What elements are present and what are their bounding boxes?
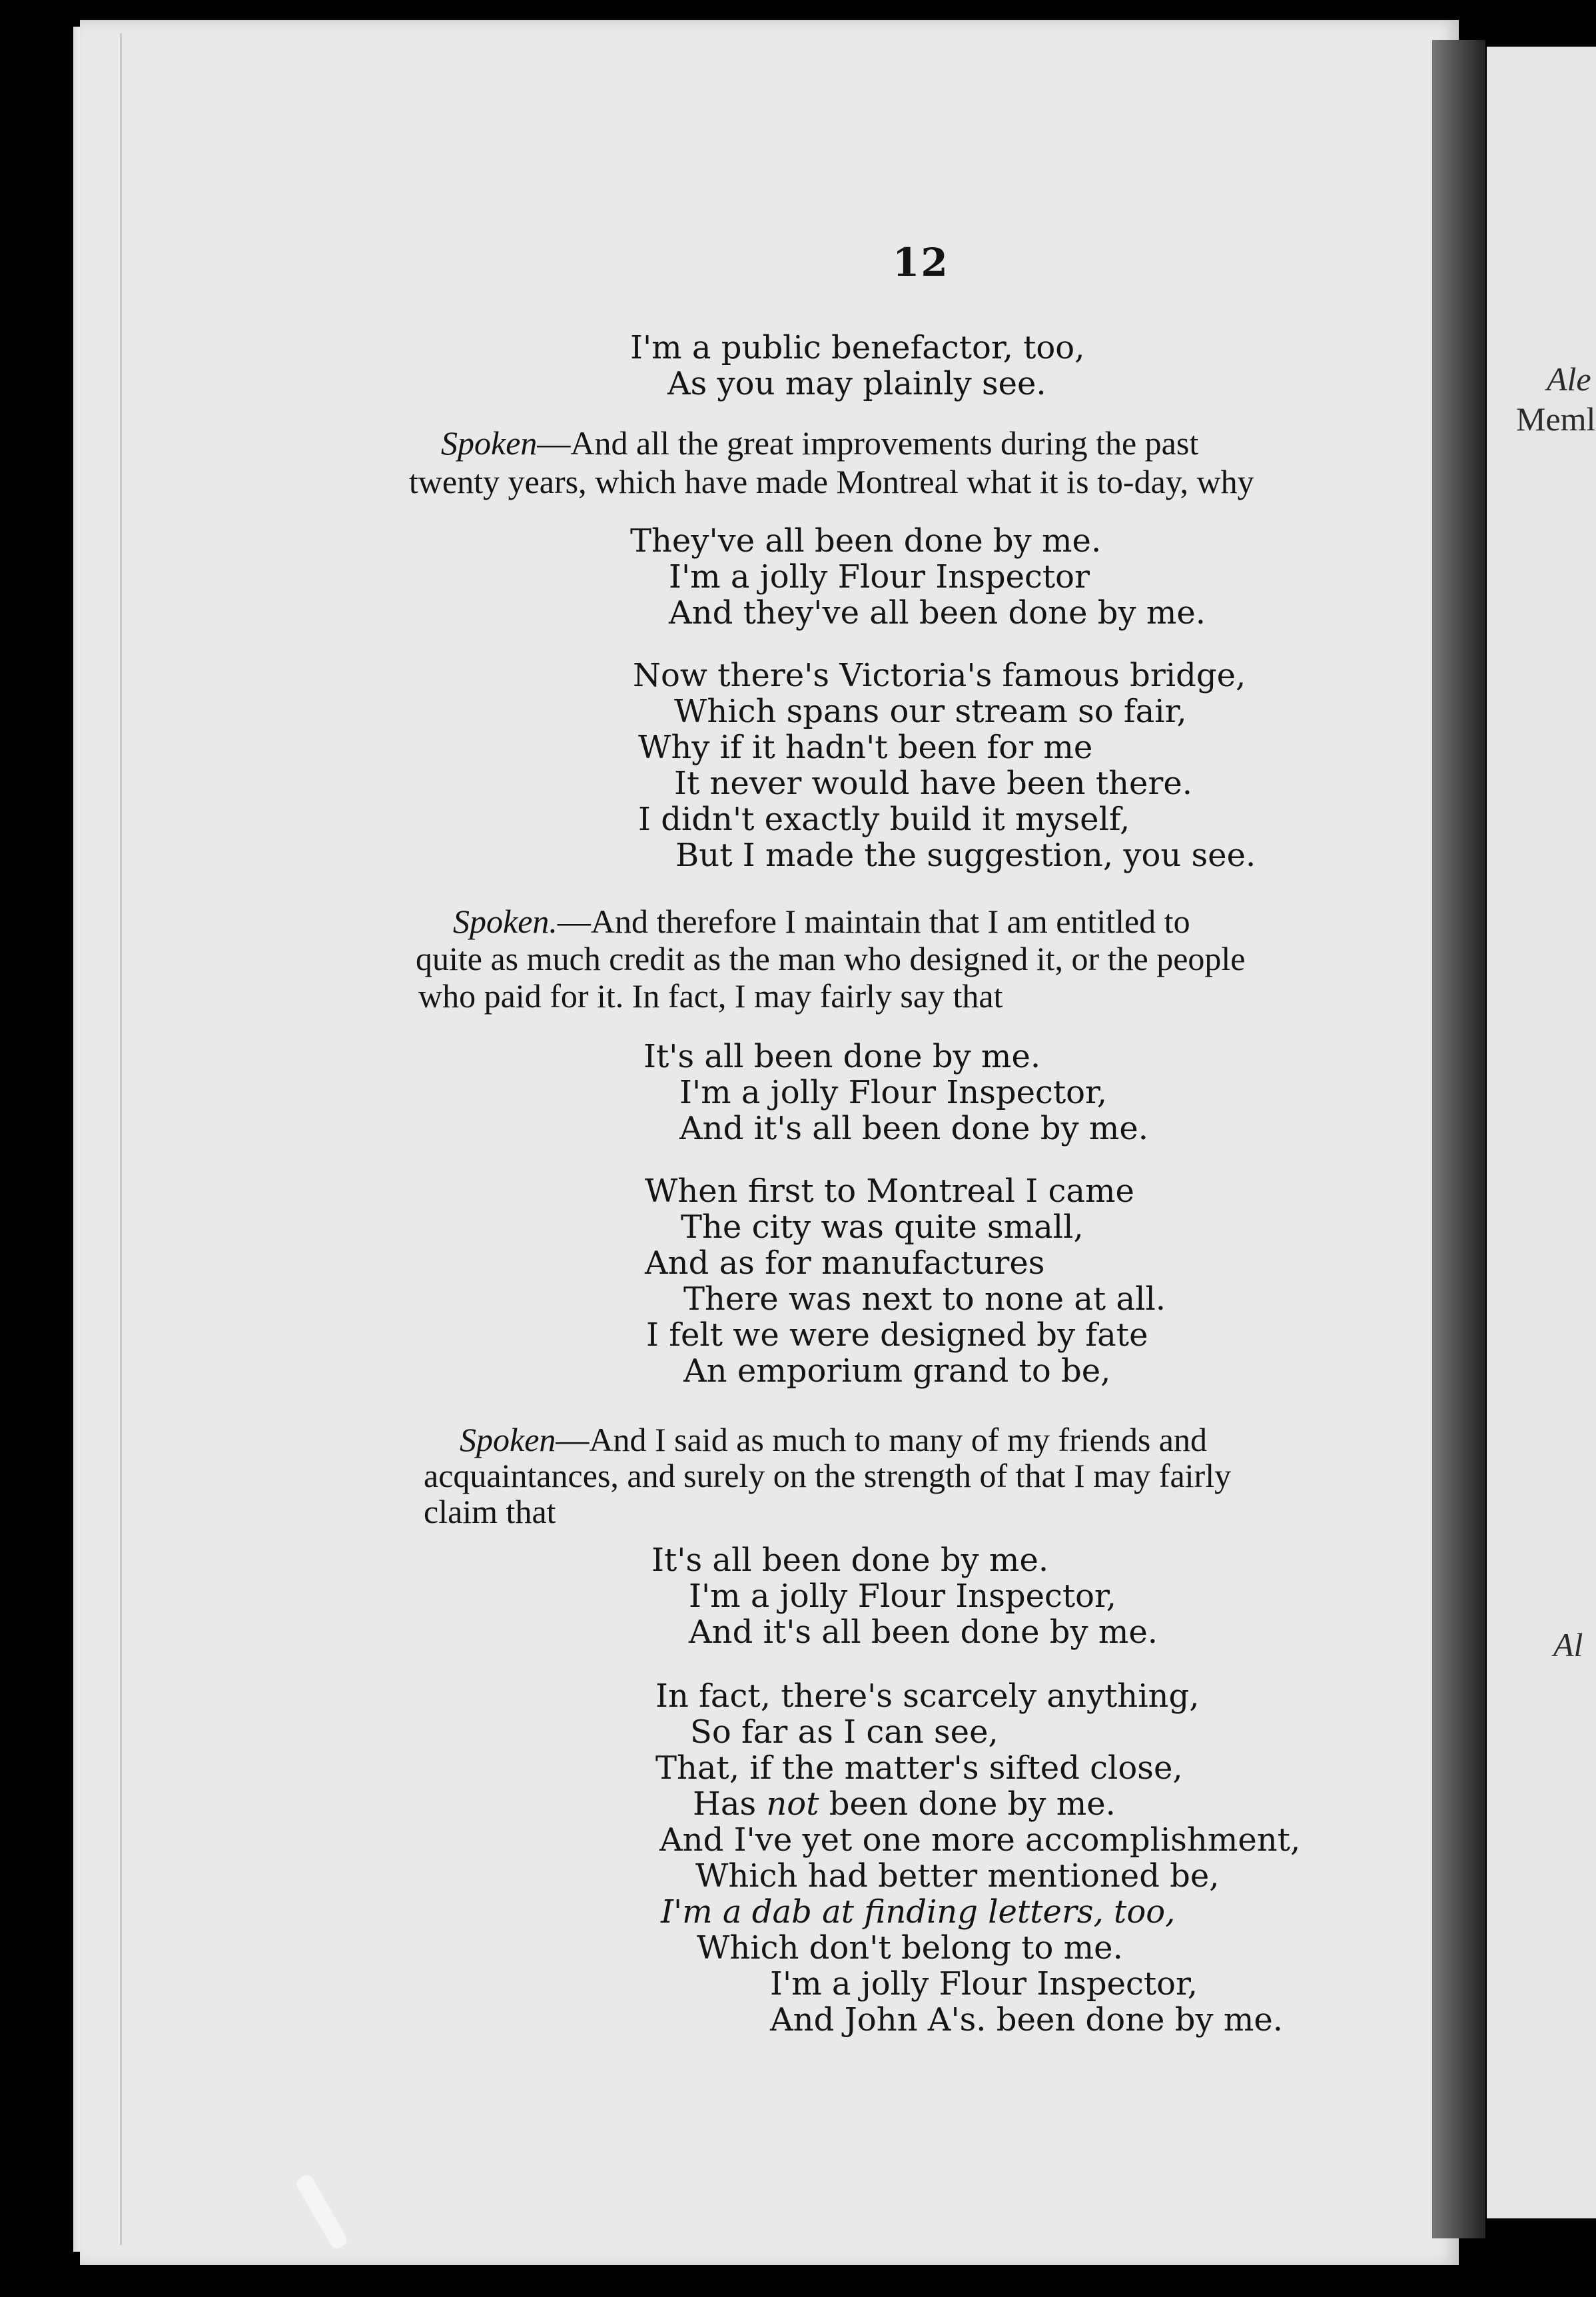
stanza-line: It never would have been there. xyxy=(674,765,1193,802)
stanza-line: That, if the matter's sifted close, xyxy=(655,1749,1183,1787)
spoken-paragraph-line: claim that xyxy=(424,1493,556,1530)
facing-fragment-1: Ale xyxy=(1547,360,1591,398)
chorus-line: I'm a jolly Flour Inspector, xyxy=(679,1074,1107,1111)
chorus-line: I'm a jolly Flour Inspector, xyxy=(689,1578,1116,1615)
spoken-paragraph xyxy=(453,905,1190,938)
stanza-line: Why if it hadn't been for me xyxy=(638,729,1093,766)
stanza-line: So far as I can see, xyxy=(690,1713,998,1751)
page-number: 12 xyxy=(893,240,949,285)
spoken-label: Spoken xyxy=(460,1421,556,1458)
stanza-line: When first to Montreal I came xyxy=(645,1172,1134,1210)
stanza-line: Now there's Victoria's famous bridge, xyxy=(633,657,1246,694)
chorus-line: And they've all been done by me. xyxy=(669,594,1206,632)
spoken-paragraph-line: twenty years, which have made Montreal what it is to-day, why xyxy=(409,463,1254,500)
stanza-line: And John A's. been done by me. xyxy=(770,2001,1283,2039)
stanza-line: Which don't belong to me. xyxy=(697,1929,1123,1967)
emphasis-not: not xyxy=(766,1785,819,1823)
chorus-line: And it's all been done by me. xyxy=(679,1110,1149,1147)
chorus-line: It's all been done by me. xyxy=(651,1542,1049,1579)
stanza-line: And I've yet one more accomplishment, xyxy=(659,1821,1301,1859)
stanza-text: been done by me. xyxy=(819,1785,1116,1823)
stanza-line: An emporium grand to be, xyxy=(683,1352,1111,1390)
stanza-line-italic: I'm a dab at finding letters, too, xyxy=(661,1893,1176,1931)
stanza-line-has-not xyxy=(693,1785,1116,1823)
facing-page xyxy=(1487,47,1596,2218)
spoken-paragraph xyxy=(460,1423,1207,1456)
spoken-paragraph-line: acquaintances, and surely on the strength of that I may fairly xyxy=(424,1457,1232,1494)
stanza-line: In fact, there's scarcely anything, xyxy=(655,1677,1200,1715)
spoken-paragraph xyxy=(441,426,1198,460)
stanza-line: But I made the suggestion, you see. xyxy=(675,837,1256,874)
verse-line: As you may plainly see. xyxy=(667,365,1046,402)
stanza-line: There was next to none at all. xyxy=(683,1280,1166,1318)
spoken-paragraph-line: who paid for it. In fact, I may fairly say that xyxy=(418,977,1003,1015)
chorus-line: It's all been done by me. xyxy=(643,1038,1041,1075)
facing-fragment-3: Al xyxy=(1553,1626,1583,1663)
stanza-line: Which had better mentioned be, xyxy=(695,1857,1220,1895)
facing-fragment-2: Meml xyxy=(1516,400,1596,438)
chorus-line: And it's all been done by me. xyxy=(689,1613,1158,1651)
book-gutter xyxy=(1432,40,1485,2238)
chorus-line: They've all been done by me. xyxy=(630,522,1102,560)
spoken-label: Spoken. xyxy=(453,903,558,940)
stanza-line: I felt we were designed by fate xyxy=(646,1316,1148,1354)
stanza-line: I didn't exactly build it myself, xyxy=(638,801,1130,838)
spoken-text: —And I said as much to many of my friends and xyxy=(556,1421,1207,1458)
spoken-label: Spoken xyxy=(441,424,538,462)
stanza-line: And as for manufactures xyxy=(645,1244,1045,1282)
spoken-text: —And therefore I maintain that I am entitled to xyxy=(557,903,1190,940)
stanza-line: The city was quite small, xyxy=(681,1208,1084,1246)
spoken-text: —And all the great improvements during the past xyxy=(537,424,1199,462)
stanza-line: I'm a jolly Flour Inspector, xyxy=(770,1965,1198,2003)
stanza-line: Which spans our stream so fair, xyxy=(674,693,1187,730)
chorus-line: I'm a jolly Flour Inspector xyxy=(669,558,1090,596)
verse-line: I'm a public benefactor, too, xyxy=(630,329,1085,366)
stanza-text: Has xyxy=(693,1785,767,1823)
spoken-paragraph-line: quite as much credit as the man who designed it, or the people xyxy=(416,940,1246,977)
